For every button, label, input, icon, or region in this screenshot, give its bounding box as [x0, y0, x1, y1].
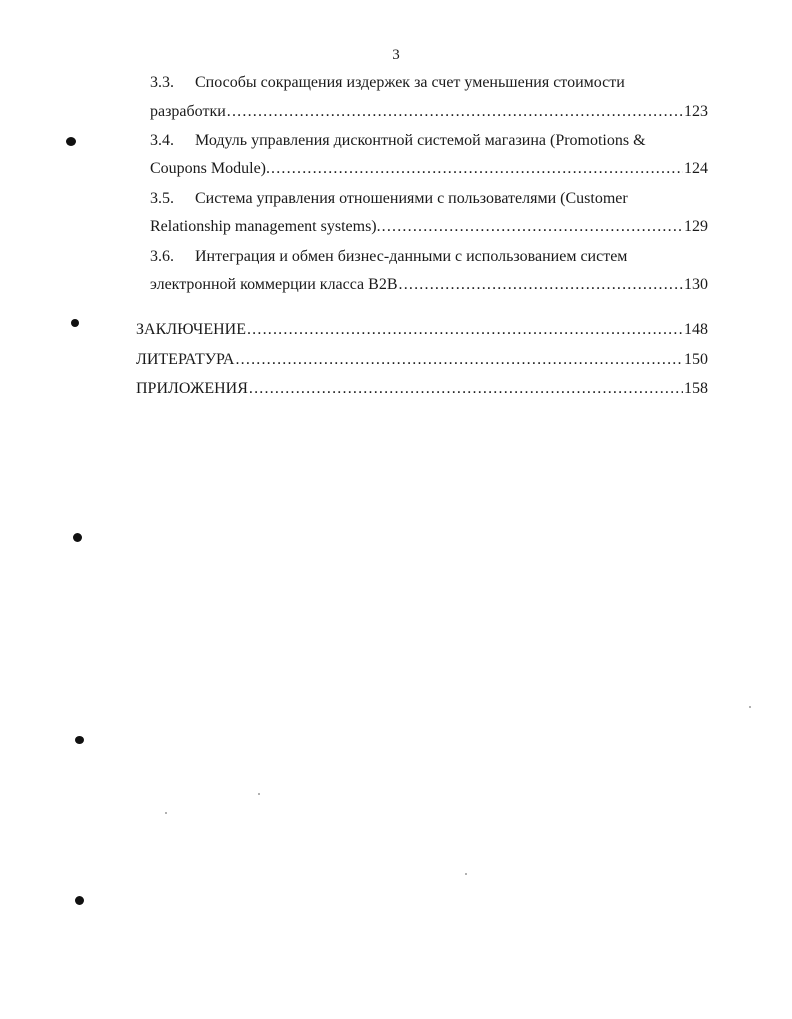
scan-speck	[749, 706, 751, 708]
toc-entry-3-3-page: 123	[684, 103, 708, 120]
page-number: 3	[392, 47, 400, 63]
toc-entry-appendices[interactable]	[136, 378, 708, 400]
dot-leader	[249, 378, 683, 400]
toc-entry-3-6-title-cont: электронной коммерции класса B2B	[150, 276, 398, 293]
toc-entry-3-5-line2[interactable]	[150, 216, 708, 238]
toc-entry-conclusion-title: ЗАКЛЮЧЕНИЕ	[136, 321, 246, 338]
toc-entry-3-6-title: Интеграция и обмен бизнес-данными с использованием систем	[195, 248, 628, 265]
toc-entry-literature-title: ЛИТЕРАТУРА	[136, 351, 235, 368]
toc-entry-3-4-number: 3.4.	[150, 132, 174, 149]
dot-leader	[399, 274, 684, 296]
toc-entry-conclusion-page: 148	[684, 321, 708, 338]
punch-hole-mark	[75, 896, 84, 905]
toc-entry-3-3-number: 3.3.	[150, 74, 174, 91]
punch-hole-mark	[73, 533, 82, 542]
toc-entry-3-6-line1	[150, 246, 710, 268]
toc-entry-3-3-line1	[150, 72, 710, 94]
toc-entry-appendices-title: ПРИЛОЖЕНИЯ	[136, 380, 248, 397]
dot-leader	[382, 216, 683, 238]
scan-speck	[165, 812, 167, 814]
scan-speck	[465, 873, 467, 875]
toc-entry-3-5-title: Система управления отношениями с пользователями (Customer	[195, 190, 628, 207]
punch-hole-mark	[71, 319, 79, 327]
dot-leader	[247, 319, 683, 341]
toc-entry-3-5-line1	[150, 188, 710, 210]
toc-entry-3-3-title: Способы сокращения издержек за счет уменьшения стоимости	[195, 74, 625, 91]
toc-entry-conclusion[interactable]	[136, 319, 708, 341]
toc-entry-3-5-page: 129	[684, 218, 708, 235]
toc-entry-3-6-number: 3.6.	[150, 248, 174, 265]
toc-entry-3-3-title-cont: разработки	[150, 103, 226, 120]
toc-entry-3-6-line2[interactable]	[150, 274, 708, 296]
punch-hole-mark	[75, 736, 84, 744]
toc-entry-3-5-title-cont: Relationship management systems).	[150, 218, 381, 235]
toc-entry-3-4-line1	[150, 130, 710, 152]
toc-entry-3-3-line2[interactable]	[150, 101, 708, 123]
scan-speck	[258, 793, 260, 795]
toc-entry-3-5-number: 3.5.	[150, 190, 174, 207]
dot-leader	[235, 349, 683, 371]
toc-entry-3-4-page: 124	[684, 160, 708, 177]
toc-entry-3-6-page: 130	[684, 276, 708, 293]
toc-entry-3-4-title: Модуль управления дисконтной системой магазина (Promotions &	[195, 132, 646, 149]
toc-entry-3-4-line2[interactable]	[150, 158, 708, 180]
toc-entry-appendices-page: 158	[684, 380, 708, 397]
toc-entry-literature[interactable]	[136, 349, 708, 371]
dot-leader	[227, 101, 683, 123]
toc-entry-literature-page: 150	[684, 351, 708, 368]
toc-entry-3-4-title-cont: Coupons Module).	[150, 160, 270, 177]
punch-hole-mark	[66, 137, 76, 146]
dot-leader	[271, 158, 683, 180]
